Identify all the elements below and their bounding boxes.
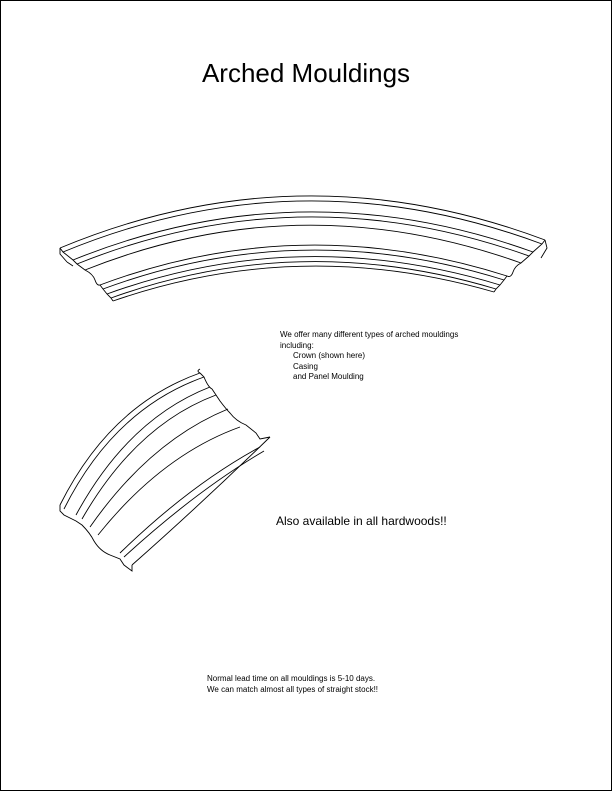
- page-title: Arched Mouldings: [201, 58, 411, 88]
- intro-line-1: We offer many different types of arched mouldings: [280, 330, 459, 339]
- hardwoods-note: Also available in all hardwoods!!: [276, 514, 447, 528]
- lead-time-line: Normal lead time on all mouldings is 5-10 days.: [207, 674, 376, 683]
- intro-line-2: including:: [280, 340, 314, 350]
- intro-text: [280, 330, 458, 383]
- straight-stock-line: We can match almost all types of straight stock!!: [207, 684, 379, 694]
- lead-time-note: [207, 674, 378, 695]
- moulding-type-casing: Casing: [293, 361, 318, 371]
- moulding-type-crown: Crown (shown here): [293, 351, 366, 360]
- arched-moulding-illustration-top: [55, 170, 555, 310]
- arched-moulding-illustration-side: [50, 365, 280, 585]
- moulding-type-panel: and Panel Moulding: [293, 372, 364, 381]
